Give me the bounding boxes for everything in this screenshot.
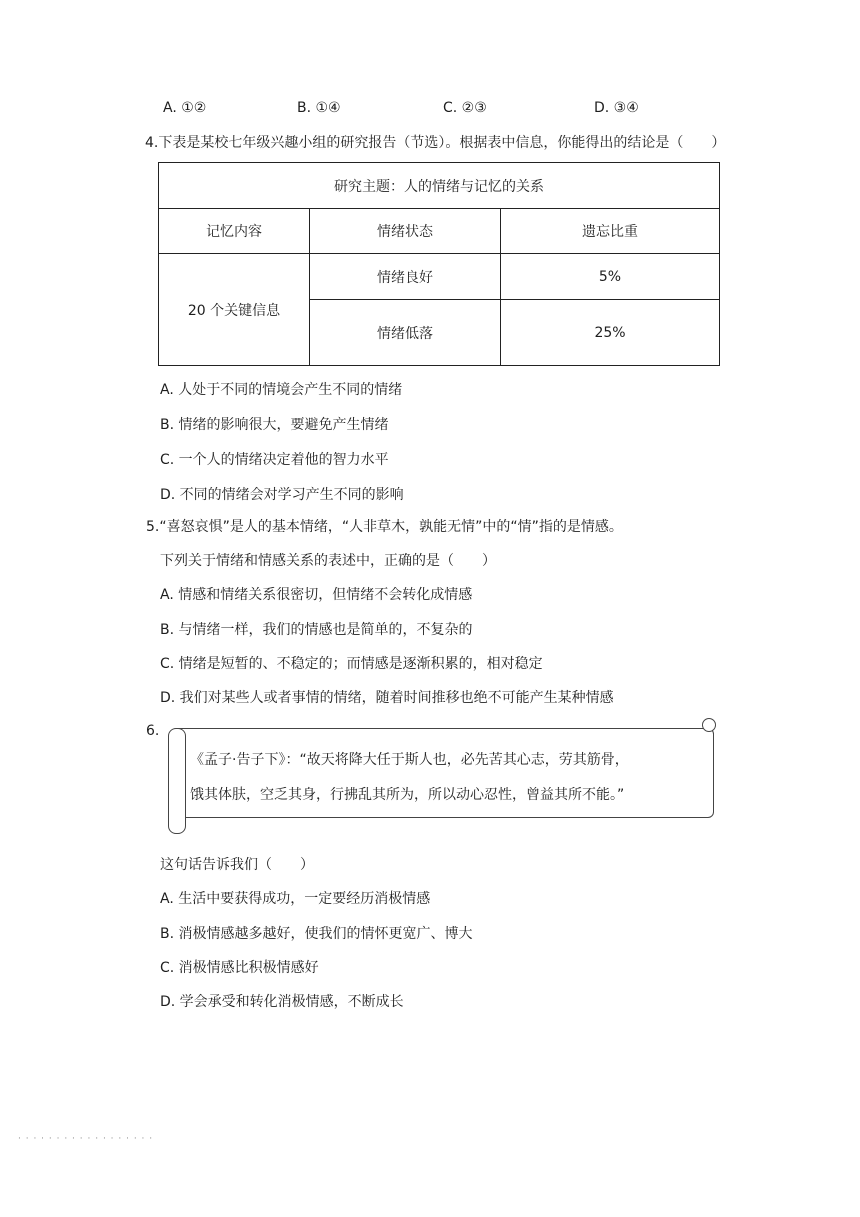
scroll-curl-icon <box>702 718 716 732</box>
q4-option-a: A. 人处于不同的情境会产生不同的情绪 <box>160 382 403 398</box>
q3-option-b: B. ①④ <box>297 100 341 116</box>
q6-option-d: D. 学会承受和转化消极情感，不断成长 <box>160 994 404 1010</box>
q5-option-b: B. 与情绪一样，我们的情感也是简单的，不复杂的 <box>160 622 473 638</box>
table-header-state: 情绪状态 <box>310 209 501 254</box>
q3-option-a: A. ①② <box>163 100 207 116</box>
q3-option-d: D. ③④ <box>594 100 639 116</box>
q6-stem: 这句话告诉我们（ ） <box>160 857 314 873</box>
q5-option-d: D. 我们对某些人或者事情的情绪，随着时间推移也绝不可能产生某种情感 <box>160 690 614 706</box>
table-cell-content: 20 个关键信息 <box>159 254 310 366</box>
q4-option-b: B. 情绪的影响很大，要避免产生情绪 <box>160 417 389 433</box>
table-cell-state: 情绪良好 <box>310 254 501 300</box>
q5-option-a: A. 情感和情绪关系很密切，但情绪不会转化成情感 <box>160 587 473 603</box>
table-cell-ratio: 5% <box>501 254 720 300</box>
q3-option-c: C. ②③ <box>443 100 487 116</box>
q6-option-a: A. 生活中要获得成功，一定要经历消极情感 <box>160 891 431 907</box>
q4-stem: 4.下表是某校七年级兴趣小组的研究报告（节选）。根据表中信息，你能得出的结论是（ ） <box>145 135 726 151</box>
q5-option-c: C. 情绪是短暂的、不稳定的；而情感是逐渐积累的，相对稳定 <box>160 656 543 672</box>
research-report-table <box>158 162 720 366</box>
table-cell-state: 情绪低落 <box>310 300 501 366</box>
table-header-content: 记忆内容 <box>159 209 310 254</box>
q5-stem-line2: 下列关于情绪和情感关系的表述中，正确的是（ ） <box>160 553 496 569</box>
q6-option-c: C. 消极情感比积极情感好 <box>160 960 319 976</box>
q6-quote-line1: 《孟子·告子下》：“故天将降大任于斯人也，必先苦其心志，劳其筋骨， <box>190 752 629 768</box>
table-title: 研究主题：人的情绪与记忆的关系 <box>159 163 720 209</box>
q6-option-b: B. 消极情感越多越好，使我们的情怀更宽广、博大 <box>160 926 473 942</box>
quote-scroll <box>172 728 714 818</box>
table-cell-ratio: 25% <box>501 300 720 366</box>
scroll-roll-left <box>168 728 186 834</box>
scan-footer-artifact: · · · · · · · · · · · · · · · · · · <box>18 1134 154 1144</box>
q5-stem-line1: 5.“喜怒哀惧”是人的基本情绪，“人非草木，孰能无情”中的“情”指的是情感。 <box>146 519 623 535</box>
q4-option-c: C. 一个人的情绪决定着他的智力水平 <box>160 452 389 468</box>
table-header-ratio: 遗忘比重 <box>501 209 720 254</box>
q6-quote-line2: 饿其体肤，空乏其身，行拂乱其所为，所以动心忍性，曾益其所不能。” <box>190 787 625 803</box>
q6-number: 6. <box>146 723 160 739</box>
q4-option-d: D. 不同的情绪会对学习产生不同的影响 <box>160 487 404 503</box>
